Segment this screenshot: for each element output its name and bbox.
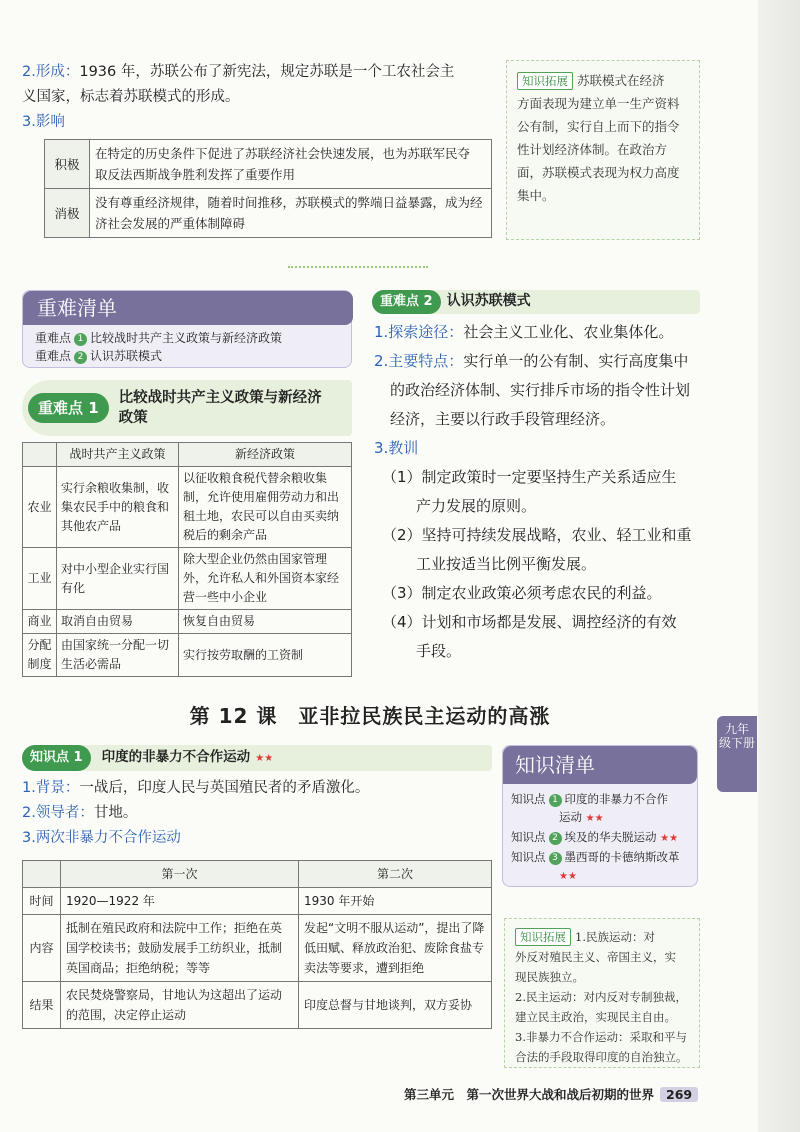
grade-tab: 九年 级下册: [717, 716, 757, 792]
tip-tag: 知识拓展: [515, 928, 571, 946]
tip-line: 合法的手段取得印度的自治独立。: [515, 1050, 688, 1064]
section-divider: [288, 266, 428, 268]
tip-line: 外反对殖民主义、帝国主义，实: [515, 950, 676, 964]
table-cell: 印度总督与甘地谈判，双方妥协: [299, 982, 492, 1029]
table-row: [23, 634, 352, 677]
table-cell: 1920—1922 年: [61, 888, 299, 915]
tip-line: 公有制，实行自上而下的指令: [517, 119, 680, 134]
knowledge-point-1-body: 1.背景：一战后，印度人民与英国殖民者的矛盾激化。 2.领导者：甘地。 3.两次非暴力不合作运动: [22, 780, 370, 846]
table-header: 战时共产主义政策: [57, 443, 179, 467]
importance-stars: ★★: [255, 753, 274, 764]
table-row: [23, 610, 352, 634]
knowledge-tip-box-2: [504, 918, 700, 1068]
table-cell: 发起“文明不服从运动”，提出了降低田赋、释放政治犯、废除食盐专卖法等要求，遭到拒绝: [299, 915, 492, 982]
table-cell: 取消自由贸易: [57, 610, 179, 634]
table-header: [23, 443, 57, 467]
tip-line: 1.民族运动：对: [575, 930, 655, 944]
formation-label: 2.形成：: [22, 64, 80, 80]
table-cell: 实行按劳取酬的工资制: [179, 634, 352, 677]
table-cell: 抵制在殖民政府和法院中工作；拒绝在英国学校读书；鼓励发展手工纺织业，抵制英国商品；拒绝纳税；等等: [61, 915, 299, 982]
key-point-title: 认识苏联模式: [446, 293, 531, 309]
page-number: 269: [660, 1087, 698, 1102]
tip-line: 性计划经济体制。在政治方: [517, 142, 668, 157]
knowledge-list-box: [502, 745, 698, 887]
impact-cell: 在特定的历史条件下促进了苏联经济社会快速发展，也为苏联军民夺 取反法西斯战争胜利发挥了重要作用: [90, 140, 492, 189]
policy-table: [22, 442, 352, 677]
tip-line: 2.民主运动：对内反对专制独裁，: [515, 990, 687, 1004]
row-head: 内容: [23, 915, 61, 982]
formation-section: [22, 60, 492, 238]
list-item: 重难点 1 比较战时共产主义政策与新经济政策: [35, 331, 283, 345]
table-row: [45, 140, 492, 189]
knowledge-tip-box: [506, 60, 700, 240]
table-cell: 除大型企业仍然由国家管理外，允许私人和外国资本家经营一些中小企业: [179, 548, 352, 610]
tip-tag: 知识拓展: [517, 72, 573, 90]
list-item: 知识点 2 埃及的华夫脱运动 ★★: [511, 830, 679, 844]
table-cell: 1930 年开始: [299, 888, 492, 915]
key-point-2-header: [372, 290, 700, 314]
table-header: 第一次: [61, 861, 299, 888]
table-row: [45, 189, 492, 238]
row-head: 商业: [23, 610, 57, 634]
tip-line: 3.非暴力不合作运动：采取和平与: [515, 1030, 687, 1044]
key-point-1-header: [22, 380, 352, 436]
knowledge-list-title: 知识清单: [503, 746, 697, 784]
row-head: 工业: [23, 548, 57, 610]
impact-label: 3.影响: [22, 114, 65, 130]
table-row: [23, 982, 492, 1029]
formation-text-1: 1936 年，苏联公布了新宪法，规定苏联是一个工农社会主: [79, 64, 455, 80]
difficulty-list-title: 重难清单: [23, 291, 353, 325]
key-point-title: 比较战时共产主义政策与新经济: [118, 390, 322, 406]
table-row: [23, 888, 492, 915]
table-row: [23, 861, 492, 888]
impact-head: 消极: [45, 189, 90, 238]
lesson-title: 第 12 课 亚非拉民族民主运动的高涨: [189, 704, 551, 728]
knowledge-point-1-header: [22, 745, 492, 771]
formation-text-2: 义国家，标志着苏联模式的形成。: [22, 89, 240, 105]
row-head: 结果: [23, 982, 61, 1029]
list-item: ★★: [559, 871, 577, 882]
page-edge: [758, 0, 800, 1132]
table-header: [23, 861, 61, 888]
tip-line: 建立民主政治，实现民主自由。: [515, 1010, 676, 1024]
table-cell: 以征收粮食税代替余粮收集制，允许使用雇佣劳动力和出租土地，农民可以自由买卖纳税后的剩余产品: [179, 467, 352, 548]
list-item: 知识点 1 印度的非暴力不合作: [511, 792, 668, 806]
list-item: 知识点 3 墨西哥的卡德纳斯改革: [511, 850, 680, 864]
knowledge-point-title: 印度的非暴力不合作运动: [101, 749, 251, 765]
list-item: 重难点 2 认识苏联模式: [35, 349, 163, 363]
page-footer: [404, 1085, 698, 1103]
table-cell: 由国家统一分配一切生活必需品: [57, 634, 179, 677]
key-point-badge: 重难点 2: [372, 290, 441, 314]
movement-table: [22, 860, 492, 1029]
list-item: 运动 ★★: [559, 810, 604, 824]
table-row: [23, 467, 352, 548]
impact-cell: 没有尊重经济规律，随着时间推移，苏联模式的弊端日益暴露，成为经 济社会发展的严重体制障碍: [90, 189, 492, 238]
table-row: [23, 443, 352, 467]
tip-line: 方面表现为建立单一生产资料: [517, 96, 680, 111]
table-row: [23, 548, 352, 610]
table-cell: 恢复自由贸易: [179, 610, 352, 634]
footer-unit-title: 第三单元 第一次世界大战和战后初期的世界: [404, 1087, 655, 1102]
impact-table: [44, 139, 492, 238]
tip-line: 面，苏联模式表现为权力高度: [517, 165, 680, 180]
tip-line: 集中。: [517, 188, 555, 203]
row-head: 农业: [23, 467, 57, 548]
key-point-title: 政策: [118, 410, 148, 426]
row-head: 分配制度: [23, 634, 57, 677]
key-point-2-body: 1.探索途径：社会主义工业化、农业集体化。 2.主要特点：实行单一的公有制、实行高度集中 的政治经济体制、实行排斥市场的指令性计划 经济，主要以行政手段管理经济。 3.教训 （1）制定政策时一定要坚持生产关系适应生 产力发展的原则。 （2）坚持可持续发展战略，农业、轻工业和重 工业按适当比例平衡发展。 （3）制定农业政策必须考虑农民的利益。 （4）计划和市场都是发展、调控经济的有效 手段。: [374, 323, 692, 660]
difficulty-list-box: [22, 290, 352, 368]
table-header: 新经济政策: [179, 443, 352, 467]
table-cell: 对中小型企业实行国有化: [57, 548, 179, 610]
key-point-badge: 重难点 1: [28, 393, 109, 423]
table-row: [23, 915, 492, 982]
table-cell: 实行余粮收集制，收集农民手中的粮食和其他农产品: [57, 467, 179, 548]
table-header: 第二次: [299, 861, 492, 888]
row-head: 时间: [23, 888, 61, 915]
knowledge-point-badge: 知识点 1: [22, 745, 91, 771]
impact-head: 积极: [45, 140, 90, 189]
tip-line: 现民族独立。: [515, 970, 584, 984]
table-cell: 农民焚烧警察局，甘地认为这超出了运动的范围，决定停止运动: [61, 982, 299, 1029]
tip-line: 苏联模式在经济: [577, 73, 665, 88]
